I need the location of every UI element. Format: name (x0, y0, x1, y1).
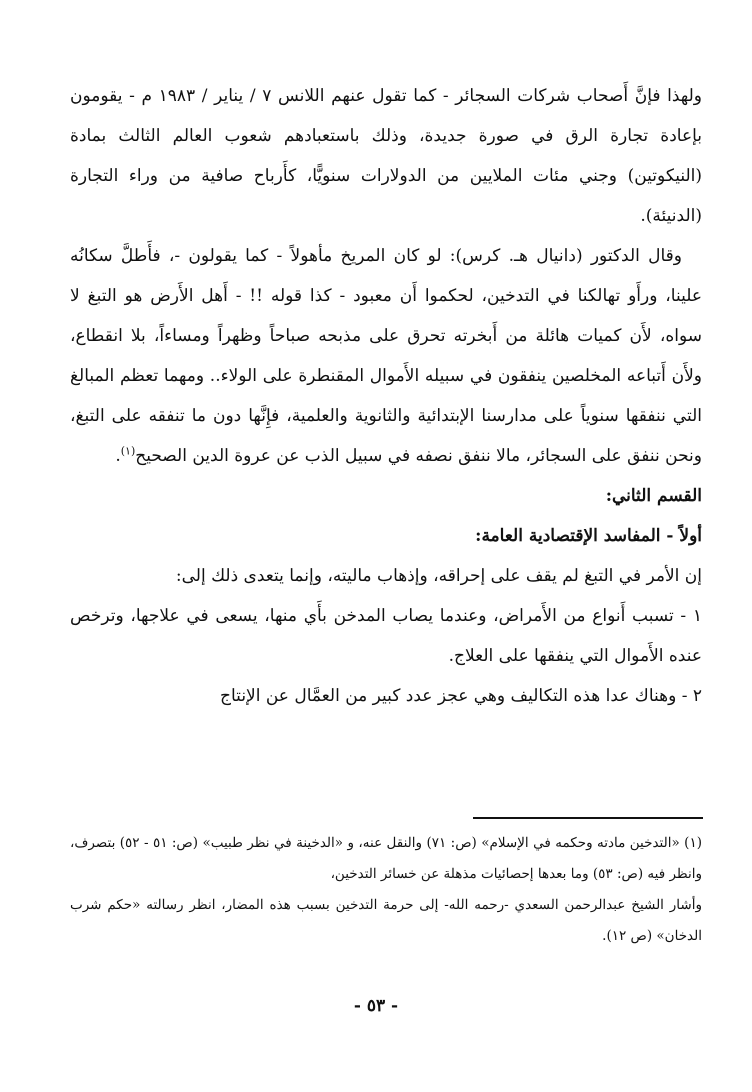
footnote-1-continued: وأشار الشيخ عبدالرحمن السعدي -رحمه الله- إلى حرمة التدخين بسبب هذه المضار، انظر رسالته «حكم شرب الدخان» (ص ١٢). (70, 897, 702, 944)
paragraph-1: ولهذا فإنَّ أَصحاب شركات السجائر - كما تقول عنهم اللانس ٧ / يناير / ١٩٨٣ م - يقومون بإعادة تجارة الرق في صورة جديدة، وذلك باستعبادهم شعوب العالم الثالث بمادة (النيكوتين) وجني مئات الملايين من الدولارات سنويًّا، كأَرباح صافية من وراء التجارة (الدنيئة). (70, 86, 702, 226)
paragraph-2 (70, 236, 702, 476)
footnote-reference: (١) (120, 444, 136, 458)
list-item-2: ٢ - وهناك عدا هذه التكاليف وهي عجز عدد كبير من العمَّال عن الإنتاج (220, 686, 702, 706)
footnotes (70, 828, 702, 952)
paragraph-2-end: . (115, 446, 121, 466)
paragraph-3: إن الأمر في التبغ لم يقف على إحراقه، وإذهاب ماليته، وإنما يتعدى ذلك إلى: (175, 566, 702, 586)
list-item-1: ١ - تسبب أَنواع من الأَمراض، وعندما يصاب المدخن بأَي منها، يسعى في علاجها، وترخص عنده الأَموال التي ينفقها على العلاج. (70, 606, 702, 666)
section-heading: القسم الثاني: (605, 486, 702, 506)
main-text (70, 76, 702, 716)
footnote-divider (473, 817, 703, 819)
footnote-1: (١) «التدخين مادته وحكمه في الإسلام» (ص: ٧١) والنقل عنه، و «الدخينة في نظر طبيب» (ص: ٥١ - ٥٢) بتصرف، وانظر فيه (ص: ٥٣) وما بعدها إحصائيات مذهلة عن خسائر التدخين، (70, 835, 702, 882)
paragraph-2-text: وقال الدكتور (دانيال هـ. كرس): لو كان المريخ مأهولاً - كما يقولون -، فأَطلَّ سكانُه علينا، ورأَو تهالكنا في التدخين، لحكموا أَن معبود - كذا قوله !! - أَهل الأَرض هو التبغ لا سواه، لأَن كميات هائلة من أَبخرته تحرق على مذبحه صباحاً وظهراً ومساءاً، بلا انقطاع، ولأَن أَتباعه المخلصين ينفقون في سبيله الأَموال المقنطرة على الولاء.. ومهما تعظم المبالغ التي ننفقها سنوياً على مدارسنا الإبتدائية والثانوية والعلمية، فإِنَّها دون ما تنفقه على التبغ، ونحن ننفق على السجائر، مالا ننفق نصفه في سبيل الذب عن عروة الدين الصحيح (70, 246, 702, 466)
sub-heading: أولاً - المفاسد الإقتصادية العامة: (475, 526, 702, 546)
page-number: - ٥٣ - (353, 996, 399, 1016)
